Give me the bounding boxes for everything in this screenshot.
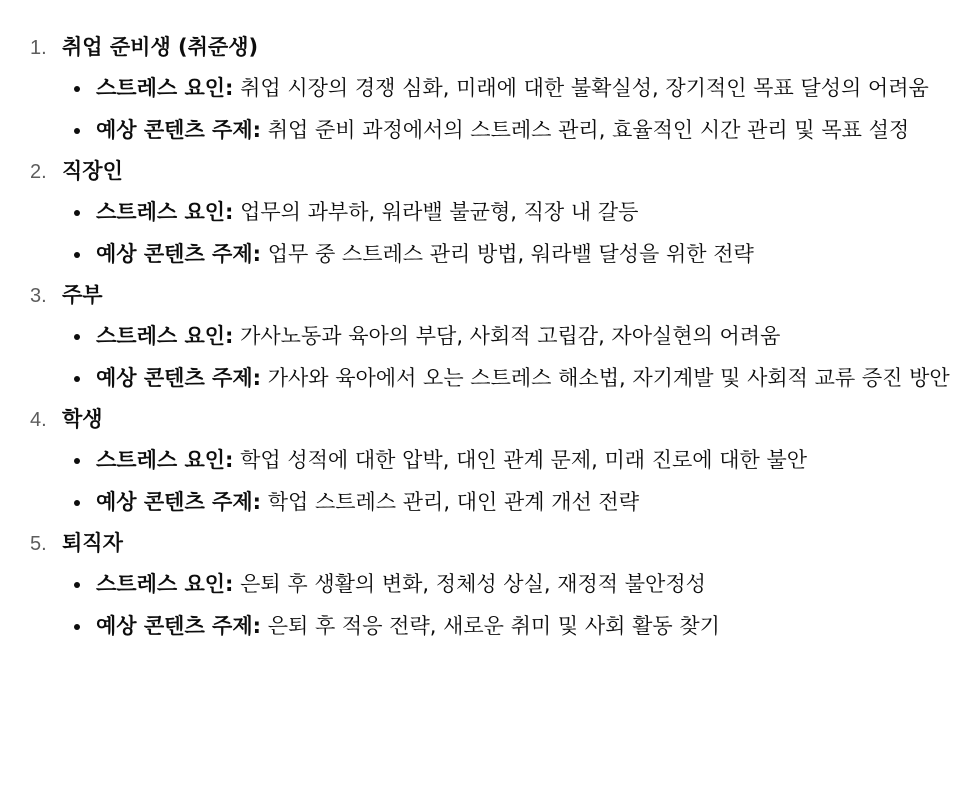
bullet-list [30,440,978,523]
bullet-icon [74,376,80,382]
bullet-list [30,564,978,647]
item-text: 가사노동과 육아의 부담, 사회적 고립감, 자아실현의 어려움 [233,324,781,348]
item-label: 예상 콘텐츠 주제: [96,117,262,142]
group-heading [30,151,978,192]
item-label: 예상 콘텐츠 주제: [96,241,262,266]
bullet-icon [74,458,80,464]
item-label: 스트레스 요인: [96,76,234,100]
group-heading [30,275,978,316]
bullet-icon [74,86,80,92]
list-item-group-3 [30,275,978,399]
bullet-item-stress-factors [74,68,978,110]
group-title: 주부 [62,283,103,307]
item-text: 은퇴 후 생활의 변화, 정체성 상실, 재정적 불안정성 [233,572,706,596]
bullet-item-stress-factors [74,440,978,482]
group-title: 취업 준비생 (취준생) [62,35,259,59]
target-group-list [30,27,978,647]
list-item-group-2 [30,151,978,275]
bullet-icon [74,252,80,258]
bullet-icon [74,624,80,630]
item-text: 은퇴 후 적응 전략, 새로운 취미 및 사회 활동 찾기 [261,613,720,638]
bullet-list [30,316,978,399]
bullet-item-stress-factors [74,316,978,358]
item-text: 학업 스트레스 관리, 대인 관계 개선 전략 [261,489,640,514]
bullet-item-content-topics [74,234,978,276]
list-number: 3. [30,285,47,307]
item-text: 취업 준비 과정에서의 스트레스 관리, 효율적인 시간 관리 및 목표 설정 [261,117,910,142]
bullet-item-stress-factors [74,192,978,234]
list-item-group-1 [30,27,978,151]
list-number: 5. [30,533,47,555]
item-label: 스트레스 요인: [96,200,234,224]
group-title: 학생 [62,407,103,431]
bullet-icon [74,500,80,506]
bullet-icon [74,334,80,340]
bullet-item-content-topics [74,482,978,524]
bullet-list [30,68,978,151]
item-text: 가사와 육아에서 오는 스트레스 해소법, 자기계발 및 사회적 교류 증진 방안 [261,365,950,390]
group-heading [30,399,978,440]
item-label: 예상 콘텐츠 주제: [96,365,262,390]
bullet-item-content-topics [74,606,978,648]
item-label: 스트레스 요인: [96,448,234,472]
list-number: 4. [30,409,47,431]
item-text: 업무의 과부하, 워라밸 불균형, 직장 내 갈등 [233,200,639,224]
group-title: 직장인 [62,159,123,183]
bullet-item-content-topics [74,358,978,400]
item-label: 예상 콘텐츠 주제: [96,489,262,514]
item-text: 취업 시장의 경쟁 심화, 미래에 대한 불확실성, 장기적인 목표 달성의 어려움 [233,76,929,100]
bullet-item-content-topics [74,110,978,152]
bullet-icon [74,128,80,134]
item-label: 스트레스 요인: [96,572,234,596]
list-item-group-4 [30,399,978,523]
list-item-group-5 [30,523,978,647]
group-heading [30,27,978,68]
bullet-icon [74,210,80,216]
item-text: 학업 성적에 대한 압박, 대인 관계 문제, 미래 진로에 대한 불안 [233,448,808,472]
group-title: 퇴직자 [62,531,123,555]
list-number: 2. [30,161,47,183]
group-heading [30,523,978,564]
bullet-list [30,192,978,275]
item-text: 업무 중 스트레스 관리 방법, 워라밸 달성을 위한 전략 [261,241,754,266]
bullet-icon [74,582,80,588]
list-number: 1. [30,37,47,59]
bullet-item-stress-factors [74,564,978,606]
item-label: 스트레스 요인: [96,324,234,348]
item-label: 예상 콘텐츠 주제: [96,613,262,638]
